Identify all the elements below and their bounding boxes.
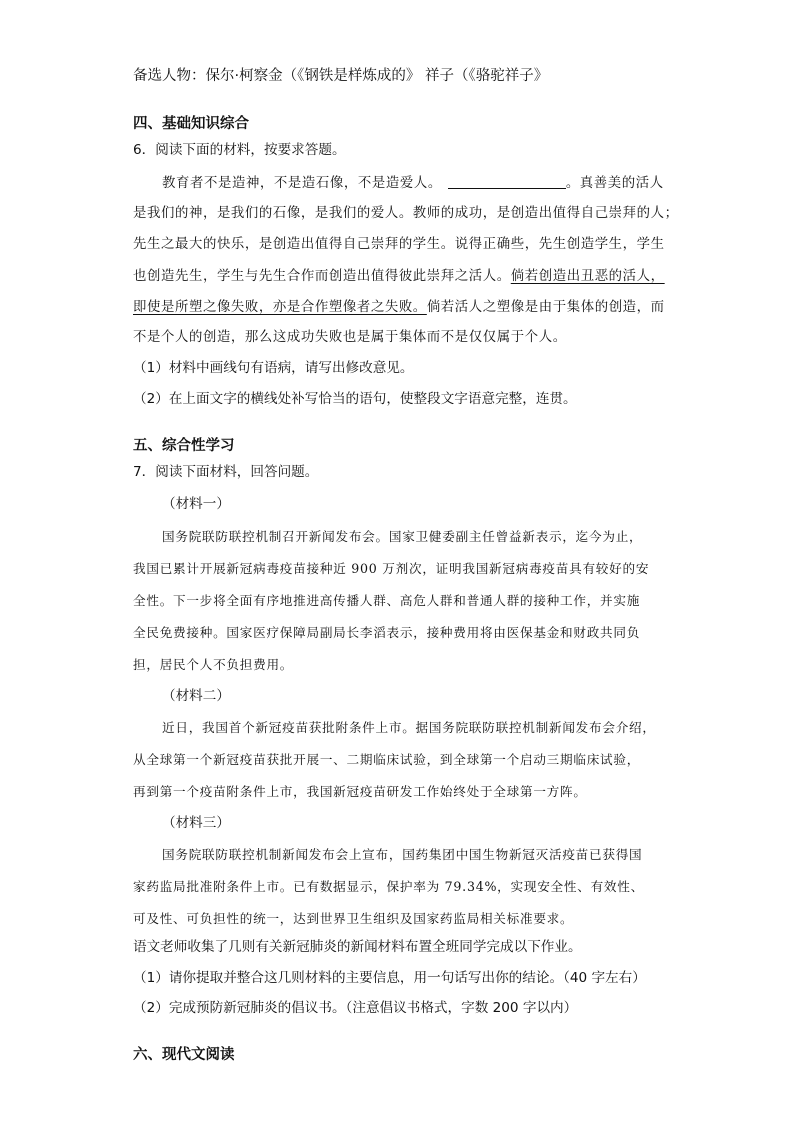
homework-task: 语文老师收集了几则有关新冠肺炎的新闻材料布置全班同学完成以下作业。 [133, 939, 582, 955]
material-3-line: 可及性、可负担性的统一，达到世界卫生组织及国家药监局相关标准要求。 [133, 911, 574, 926]
material-2-line: 从全球第一个新冠疫苗获批开展一、二期临床试验，到全球第一个启动三期临床试验， [133, 752, 641, 767]
passage-line-2: 是我们的神，是我们的石像，是我们的爱人。教师的成功，是创造出值得自己崇拜的人； [133, 206, 679, 221]
material-3-line: 国务院联防联控机制新闻发布会上宣布，国药集团中国生物新冠灭活疫苗已获得国 [162, 847, 643, 862]
question-6-sub-1: （1）材料中画线句有语病，请写出修改意见。 [133, 360, 414, 376]
material-1-line: 担，居民个人不负担费用。 [133, 657, 294, 672]
candidate-characters-line: 备选人物：保尔·柯察金（《钢铁是样炼成的》 祥子（《骆驼祥子》 [133, 68, 549, 84]
passage-text: 。真善美的活人 [565, 176, 664, 191]
question-6-sub-2: （2）在上面文字的横线处补写恰当的语句，使整段文字语意完整，连贯。 [133, 391, 577, 407]
material-3-label: （材料三） [162, 815, 230, 831]
material-1-line: 全民免费接种。国家医疗保障局副局长李滔表示，接种费用将由医保基金和财政共同负 [133, 625, 641, 640]
section-6-heading: 六、现代文阅读 [133, 1047, 235, 1063]
passage-line-3: 先生之最大的快乐，是创造出值得自己崇拜的学生。说得正确些，先生创造学生，学生 [133, 237, 665, 252]
answer-blank[interactable] [448, 175, 566, 189]
passage-text: 倘若活人之塑像是由于集体的创造，而 [426, 300, 665, 315]
material-1-line: 全性。下一步将全面有序地推进高传播人群、高危人群和普通人群的接种工作，并实施 [133, 593, 641, 608]
passage-line-5 [133, 301, 665, 314]
section-4-heading: 四、基础知识综合 [133, 116, 249, 132]
underlined-sentence: 即使是所塑之像失败，亦是合作塑像者之失败。 [133, 300, 427, 315]
passage-line-6: 不是个人的创造，那么这成功失败也是属于集体而不是仅仅属于个人。 [133, 330, 567, 345]
material-1-line: 国务院联防联控机制召开新闻发布会。国家卫健委副主任曾益新表示，迄今为止， [162, 529, 643, 544]
material-1-line: 我国已累计开展新冠病毒疫苗接种近 900 万剂次，证明我国新冠病毒疫苗具有较好的安 [133, 561, 650, 576]
passage-text: 也创造先生，学生与先生合作而创造出值得彼此崇拜之活人。 [133, 269, 511, 284]
material-2-line: 再到第一个疫苗附条件上市，我国新冠疫苗研发工作始终处于全球第一方阵。 [133, 784, 587, 799]
material-2-label: （材料二） [162, 688, 230, 704]
material-2-line: 近日，我国首个新冠疫苗获批附条件上市。据国务院联防联控机制新闻发布会介绍， [162, 720, 656, 735]
section-5-heading: 五、综合性学习 [133, 438, 235, 454]
material-3-line: 家药监局批准附条件上市。已有数据显示，保护率为 79.34%，实现安全性、有效性、 [133, 879, 644, 894]
passage-line-4 [133, 270, 665, 283]
question-6-intro: 6．阅读下面的材料，按要求答题。 [133, 142, 346, 158]
question-7-sub-2: （2）完成预防新冠肺炎的倡议书。（注意倡议书格式，字数 200 字以内） [133, 1000, 578, 1016]
passage-line-1 [162, 175, 664, 190]
underlined-sentence: 倘若创造出丑恶的活人， [510, 269, 665, 284]
material-1-label: （材料一） [162, 496, 230, 512]
passage-text: 教育者不是造神，不是造石像，不是造爱人。 [162, 176, 442, 191]
question-7-sub-1: （1）请你提取并整合这几则材料的主要信息，用一句话写出你的结论。（40 字左右） [133, 970, 646, 986]
question-7-intro: 7．阅读下面材料，回答问题。 [133, 464, 319, 480]
